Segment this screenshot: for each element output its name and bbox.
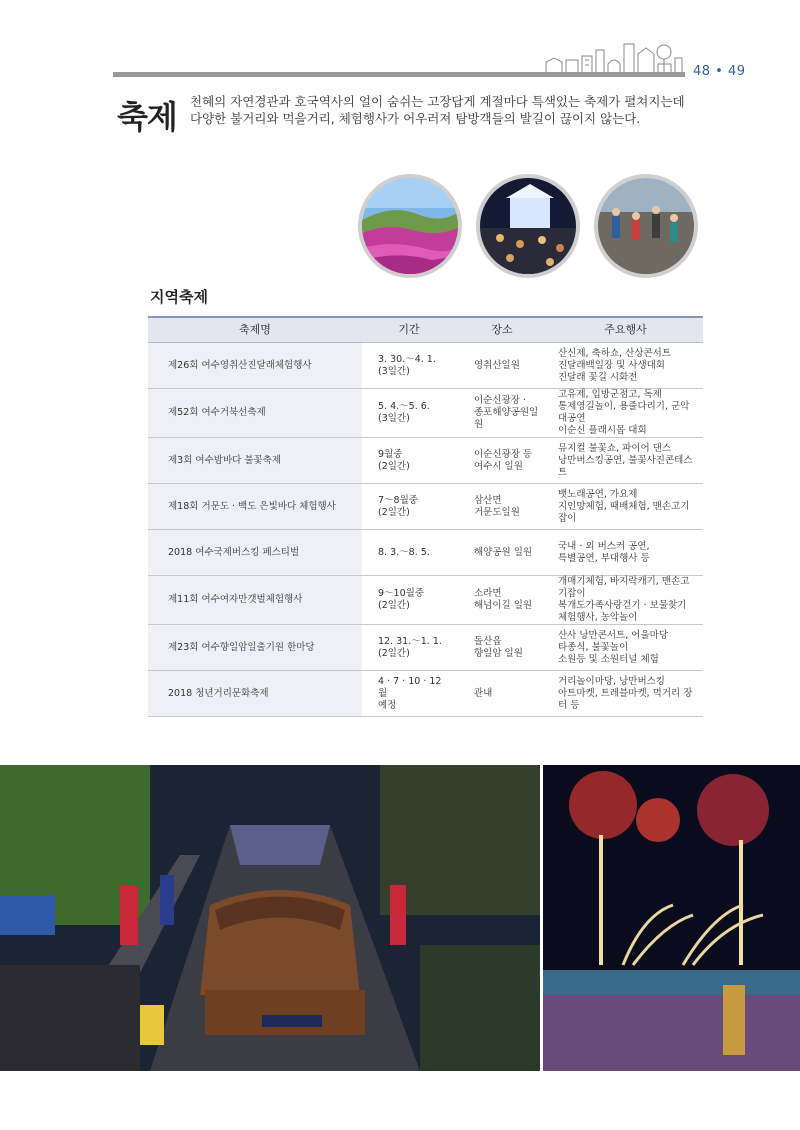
festival-name: 제18회 거문도 · 백도 은빛바다 체험행사: [148, 484, 362, 530]
festival-table: [148, 316, 703, 717]
festival-period: 9～10월중 (2일간): [362, 576, 456, 625]
header-rule: [113, 72, 685, 77]
festival-events: 뮤지컬 불꽃쇼, 파이어 댄스 낭만버스킹공연, 불꽃사진콘테스트: [548, 438, 703, 484]
table-row: [148, 671, 703, 717]
festival-name: 제11회 여수여자만갯벌체험행사: [148, 576, 362, 625]
festival-period: 7～8월중 (2일간): [362, 484, 456, 530]
festival-events: 고유제, 입방군점고, 독제 통제영길놀이, 용줄다리기, 군악대공연 이순신 플래시몹 대회: [548, 389, 703, 438]
column-header-name: 축제명: [148, 317, 362, 343]
fireworks-photo: [543, 765, 800, 1071]
festival-events: 국내 · 외 버스커 공연, 특별공연, 부대행사 등: [548, 530, 703, 576]
night-stage-photo: [476, 174, 580, 278]
page-number: 48 • 49: [693, 64, 746, 79]
festival-period: 4 · 7 · 10 · 12월 예정: [362, 671, 456, 717]
festival-name: 제23회 여수향일암일출기원 한마당: [148, 625, 362, 671]
table-row: [148, 343, 703, 389]
festival-name: 제26회 여수영취산진달래체험행사: [148, 343, 362, 389]
festival-place: 돌산읍 향일암 일원: [456, 625, 548, 671]
festival-name: 2018 여수국제버스킹 페스티벌: [148, 530, 362, 576]
festival-place: 이순신광장 · 종포해양공원일원: [456, 389, 548, 438]
column-header-events: 주요행사: [548, 317, 703, 343]
festival-events: 산사 낭만콘서트, 어울마당 타종식, 불꽃놀이 소원등 및 소원터널 체험: [548, 625, 703, 671]
table-row: [148, 438, 703, 484]
mudflat-experience-photo: [594, 174, 698, 278]
festival-place: 이순신광장 등 여수시 일원: [456, 438, 548, 484]
page-title: 축제: [117, 98, 177, 136]
festival-name: 제52회 여수거북선축제: [148, 389, 362, 438]
festival-events: 산신제, 축하쇼, 산상콘서트 진달래백일장 및 사생대회 진달래 꽃길 시화전: [548, 343, 703, 389]
column-header-place: 장소: [456, 317, 548, 343]
city-skyline-illustration: [540, 38, 685, 74]
festival-period: 9월중 (2일간): [362, 438, 456, 484]
table-row: [148, 389, 703, 438]
festival-period: 3. 30.～4. 1. (3일간): [362, 343, 456, 389]
azalea-mountain-photo: [358, 174, 462, 278]
table-header-row: [148, 317, 703, 343]
festival-period: 12. 31.～1. 1. (2일간): [362, 625, 456, 671]
festival-place: 해양공원 일원: [456, 530, 548, 576]
table-row: [148, 484, 703, 530]
table-row: [148, 625, 703, 671]
section-title: 지역축제: [150, 288, 208, 306]
festival-place: 영취산일원: [456, 343, 548, 389]
festival-events: 거리놀이마당, 낭만버스킹 아트마켓, 트레블마켓, 먹거리 장터 등: [548, 671, 703, 717]
festival-period: 5. 4.～5. 6. (3일간): [362, 389, 456, 438]
festival-events: 개매기체험, 바지락캐기, 맨손고기잡이 복개도가족사랑걷기 · 보물찾기 체험행사, 농악놀이: [548, 576, 703, 625]
festival-place: 소라면 해넘이길 일원: [456, 576, 548, 625]
turtle-ship-parade-photo: [0, 765, 540, 1071]
table-row: [148, 576, 703, 625]
festival-period: 8. 3.～8. 5.: [362, 530, 456, 576]
festival-events: 뱃노래공연, 가요제 지인망체험, 때배체험, 맨손고기잡이: [548, 484, 703, 530]
festival-place: 삼산면 거문도일원: [456, 484, 548, 530]
festival-name: 제3회 여수밤바다 불꽃축제: [148, 438, 362, 484]
intro-text: 천혜의 자연경관과 호국역사의 얼이 숨쉬는 고장답게 계절마다 특색있는 축제가 펼쳐지는데 다양한 불거리와 먹을거리, 체험행사가 어우러져 탐방객들의 발길이 끊이지 않는다.: [190, 94, 685, 126]
table-row: [148, 530, 703, 576]
festival-place: 관내: [456, 671, 548, 717]
column-header-period: 기간: [362, 317, 456, 343]
festival-name: 2018 청년거리문화축제: [148, 671, 362, 717]
